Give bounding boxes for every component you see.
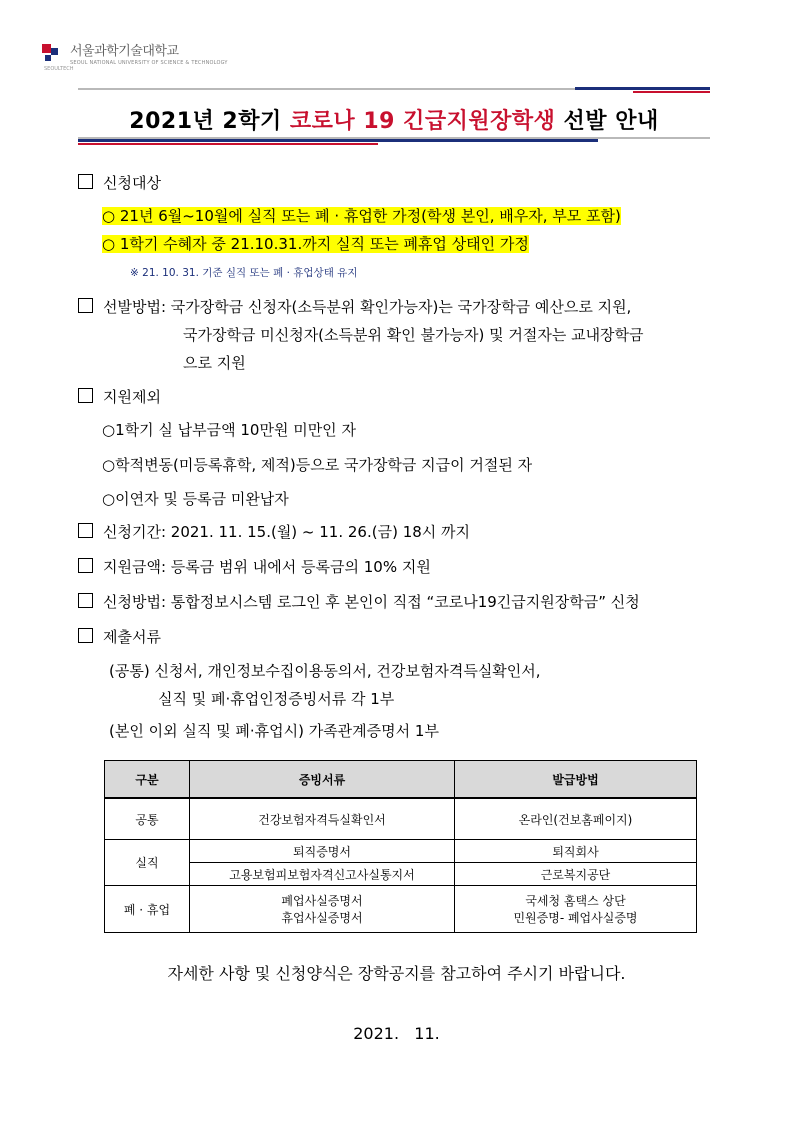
table-cell-line: 휴업사실증명서: [281, 911, 363, 925]
table-cell: 온라인(건보홈페이지): [455, 798, 697, 840]
table-cell: [455, 886, 697, 933]
university-name-kr: 서울과학기술대학교: [70, 44, 179, 59]
table-cell: 고용보험피보험자격신고사실통지서: [190, 863, 455, 886]
university-name-en: SEOUL NATIONAL UNIVERSITY OF SCIENCE & TECHNOLOGY: [70, 60, 228, 66]
documents-line: 실직 및 폐·휴업인정증빙서류 각 1부: [158, 690, 395, 708]
footer-notice: 자세한 사항 및 신청양식은 장학공지를 참고하여 주시기 바랍니다.: [167, 964, 626, 983]
checkbox-square-icon: [78, 174, 93, 189]
table-row: [105, 840, 697, 863]
selection-method-line: 으로 지원: [183, 354, 246, 372]
university-logo: [42, 44, 228, 67]
table-row: [105, 863, 697, 886]
checkbox-square-icon: [78, 523, 93, 538]
table-row: [105, 798, 697, 840]
eligibility-item: ○ 1학기 수혜자 중 21.10.31.까지 실직 또는 폐휴업 상태인 가정: [102, 235, 529, 253]
table-header: 증빙서류: [190, 761, 455, 799]
documents-table: [104, 760, 697, 933]
selection-method-line: 국가장학금 미신청자(소득분위 확인 불가능자) 및 거절자는 교내장학금: [183, 326, 644, 344]
table-header-row: [105, 761, 697, 799]
logo-side-text: SEOULTECH: [44, 66, 74, 72]
table-cell: 근로복지공단: [455, 863, 697, 886]
table-cell: 퇴직증명서: [190, 840, 455, 863]
checkbox-square-icon: [78, 593, 93, 608]
logo-mark-icon: [42, 44, 64, 66]
table-header: 발급방법: [455, 761, 697, 799]
table-header: 구분: [105, 761, 190, 799]
checkbox-square-icon: [78, 298, 93, 313]
table-cell: [190, 886, 455, 933]
table-cell: 폐 · 휴업: [105, 886, 190, 933]
documents-heading: 제출서류: [78, 626, 161, 647]
table-cell-line: 민원증명- 폐업사실증명: [513, 911, 638, 925]
table-row: [105, 886, 697, 933]
table-cell: 건강보험자격득실확인서: [190, 798, 455, 840]
eligibility-item: ○ 21년 6월~10월에 실직 또는 폐 · 휴업한 가정(학생 본인, 배우자, 부모 포함): [102, 207, 621, 225]
table-cell-line: 국세청 홈택스 상단: [525, 894, 626, 908]
exclusion-item: ○학적변동(미등록휴학, 제적)등으로 국가장학금 지급이 거절된 자: [102, 456, 533, 474]
exclusion-item: ○1학기 실 납부금액 10만원 미만인 자: [102, 421, 356, 439]
table-cell-line: 폐업사실증명서: [281, 894, 363, 908]
support-amount: 지원금액: 등록금 범위 내에서 등록금의 10% 지원: [78, 556, 431, 577]
selection-method: 선발방법: 국가장학금 신청자(소득분위 확인가능자)는 국가장학금 예산으로 지원,: [78, 296, 631, 317]
table-cell: 실직: [105, 840, 190, 886]
table-cell: 공통: [105, 798, 190, 840]
application-method: 신청방법: 통합정보시스템 로그인 후 본인이 직접 “코로나19긴급지원장학금” 신청: [78, 591, 640, 612]
footer-date: 2021. 11.: [353, 1024, 440, 1043]
title-suffix: 선발 안내: [555, 109, 659, 134]
checkbox-square-icon: [78, 628, 93, 643]
checkbox-square-icon: [78, 388, 93, 403]
eligibility-note: ※ 21. 10. 31. 기준 실직 또는 폐 · 휴업상태 유지: [130, 267, 358, 279]
documents-line: (공통) 신청서, 개인정보수집이용동의서, 건강보험자격득실확인서,: [109, 662, 541, 680]
documents-line: (본인 이외 실직 및 폐·휴업시) 가족관계증명서 1부: [109, 722, 439, 740]
exclusion-heading: 지원제외: [78, 386, 161, 407]
checkbox-square-icon: [78, 558, 93, 573]
page-title: [78, 104, 710, 135]
exclusion-item: ○이연자 및 등록금 미완납자: [102, 490, 289, 508]
table-cell: 퇴직회사: [455, 840, 697, 863]
application-period: 신청기간: 2021. 11. 15.(월) ~ 11. 26.(금) 18시 까지: [78, 521, 470, 542]
title-highlight: 코로나 19 긴급지원장학생: [289, 109, 556, 134]
title-prefix: 2021년 2학기: [129, 109, 290, 134]
eligibility-heading: 신청대상: [78, 172, 161, 193]
